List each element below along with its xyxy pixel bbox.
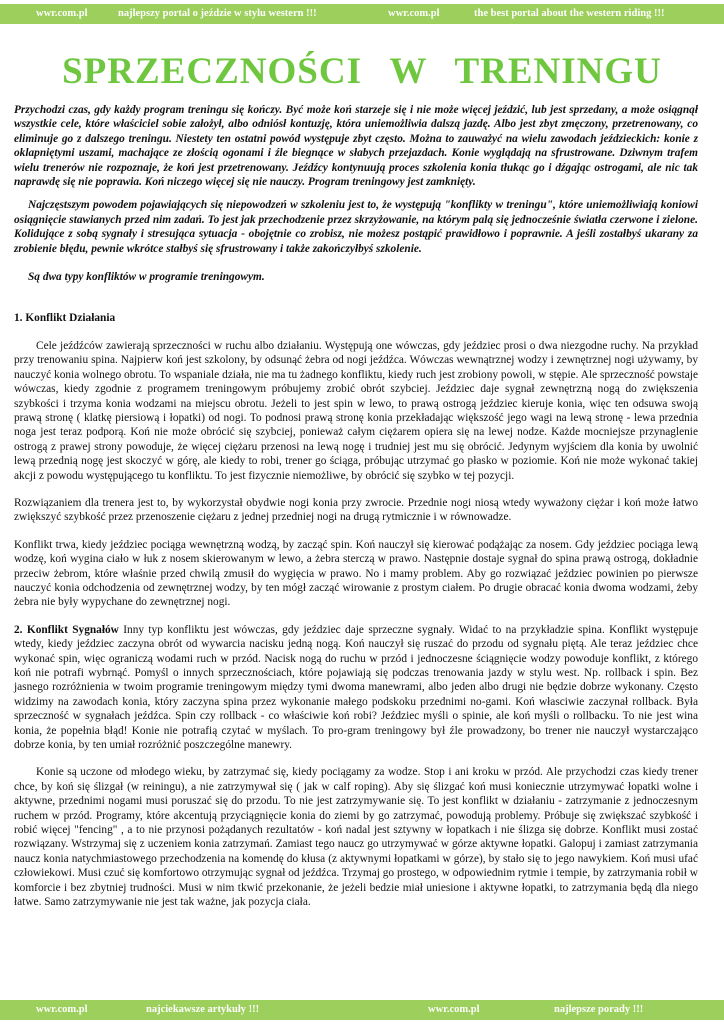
intro-summary: Są dwa typy konfliktów w programie treningowym. bbox=[28, 271, 265, 284]
section-heading: 1. Konflikt Działania bbox=[14, 312, 116, 325]
top-banner-site-right[interactable]: wwr.com.pl bbox=[388, 8, 440, 19]
body-paragraph: Konflikt trwa, kiedy jeździec pociąga wewnętrzną wodzą, by zacząć spin. Koń nauczył się kierować podążając za nosem. Gdy jeździec pociąga lewą wodzę, koń wygina ciało w łuk z nosem skierowanym w lewo, a żebra sterczą w prawo. Następnie dostaje sygnał do spina prawą ostrogą, dokładnie przeciw żebrom, które właśnie przed chwilą zmusił do wygięcia w prawo. No i mamy problem. Aby go rozwiązać jeździec powinien po pierwsze nauczyć konia odchodzenia od zewnętrznej wodzy, by ten mógł zacząć wirowanie z prostym ciałem. Po drugie obracać konia dwoma wodzami, żeby żebra nie były wypychane do zewnętrznej nogi. bbox=[14, 538, 698, 609]
intro-paragraph: Przychodzi czas, gdy każdy program treningu się kończy. Być może koń starzeje się i nie może więcej jeździć, lub jest sprzedany, a może osiągnął wszystkie cele, które właściciel sobie założył, albo odniósł kontuzję, która uniemożliwia dalszą jazdę. Albo jest zbyt zmęczony, przetrenowany, co eliminuje go z dalszego treningu. Niestety ten ostatni powód występuje zbyt często. Można to zauważyć na wielu zawodach jeździeckich: konie z oklapniętymi uszami, machające ze złością ogonami i źle biegnące w słabych przejazdach. Konie wyglądają na sfrustrowane. Dziwnym trafem wielu trenerów nie rozpoznaje, że koń jest przetrenowany. Jeźdźcy kontynuują proces szkolenia konia tłukąc go i dźgając ostrogami, ale nic tak naprawdę się nie poprawia. Koń niczego więcej się nie nauczy. Program treningowy jest zamknięty. bbox=[14, 104, 698, 189]
intro-paragraph: Najczęstszym powodem pojawiających się niepowodzeń w szkoleniu jest to, że występują "konflikty w treningu", które uniemożliwiają koniowi osiągnięcie stawianych przed nim zadań. To jest jak przechodzenie przez skrzyżowanie, na którym palą się jednocześnie światła czerwone i zielone. Kolidujące z sobą sygnały i stresująca sytuacja - obojętnie co zrobisz, nie możesz postąpić prawidłowo i poprawnie. A jeśli zostałbyś ukarany za zrobienie błędu, pewnie wkrótce stałbyś się sfrustrowany i także zakończyłbyś szkolenie. bbox=[14, 199, 698, 255]
top-banner-site-left[interactable]: wwr.com.pl bbox=[36, 8, 88, 19]
bottom-banner-site-left[interactable]: wwr.com.pl bbox=[36, 1004, 88, 1015]
top-banner-slogan-left: najlepszy portal o jeździe w stylu western !!! bbox=[118, 8, 317, 19]
body-paragraph: Cele jeźdźców zawierają sprzeczności w ruchu albo działaniu. Występują one wówczas, gdy jeździec prosi o dwa niezgodne ruchy. Na przykład przy trenowaniu spina. Najpierw koń jest szkolony, by odsunąć żebra od nogi jeźdźca. Wówczas wewnątrznej wodzy i zewnętrznej nogi używamy, by nauczyć konia wolnego obrotu. To wspaniale działa, nie ma tu żadnego konfliktu, kiedy ruch jest zrobiony powoli, w stępie. Ale sprzeczność powstaje wówczas, kiedy zgodnie z programem treningowym próbujemy zrobić obrót szybciej. Jeździec daje sygnał zewnętrzną nogą do zwiększenia szybkości i trzyma konia wodzami na miejscu obrotu. Jeżeli to jest spin w lewo, to prawą ostrogą jeździec kieruje konia, więc ten odsuwa swoją prawą stronę ( klatkę piersiową i łopatki) od nogi. To podnosi prawą stronę konia przekładając większość jego wagi na lewą stronę - lewa przednia noga jest teraz podporą. Koń nie może obrócić się szybciej, ponieważ całym ciężarem opiera się na lewej nodze. Każde mocniejsze przynaglenie ostrogą z prawej strony powoduje, że więcej ciężaru przenosi na lewą nogę i trudniej jest mu się obrócić. Jedynym wyjściem dla konia by uwolnić lewą przednią nogę jest skoczyć w górę, ale kiedy to robi, trener go ściąga, próbując utrzymać go płasko w poziomie. Koń nie może wykonać takiej akcji z powodu występującego tu konfliktu. To jest fizycznie niemożliwe, by obrócić się szybko w tej pozycji. bbox=[14, 339, 698, 482]
section2-lead-text: Inny typ konfliktu jest wówczas, gdy jeździec daje sprzeczne sygnały. Widać to na przykładzie spina. Konflikt występuje wtedy, kiedy jeździec zaczyna obrót od wywarcia nacisku jedną nogą. Koń nauczył się ruszać do przodu od sygnału piętą. Ale teraz jeździec chce wykonać spin, więc ograniczą wodami ruch w przód. Nacisk nogą do ruchu w przód i jednoczesne ściągnięcie wodzy powoduje konflikt, z którego koń nie potrafi wybrnąć. Pomyśl o innych sprzecznościach, które pojawiają się podczas trenowania jazdy w stylu west. Np. rollback i spin. Bez jasnego rozróżnienia w twoim programie treningowym między tymi dwoma manewrami, albo jeden albo drugi nie będzie dobrze wykonany. Często widzimy na zawodach konia, który zaczyna spina przez wykonanie małego podskoku przednimi no-gami. Koń własciwie zaczynał rollback. Była sprzeczność w sygnałach jeźdźca. Spin czy rollback - co właściwie koń robi? Jeździec myśli o spinie, ale koń myśli o rollbacku. To nie jest wina konia, że popełnia błąd! Konie nie potrafią czytać w myślach. To pro-gram treningowy był źle prowadzony, bo trener nie nauczył wystarczająco dobrze konia, by ten umiał rozróżnić poszczególne manewry. bbox=[14, 623, 698, 752]
bottom-banner-site-right[interactable]: wwr.com.pl bbox=[428, 1004, 480, 1015]
bottom-banner-slogan-left: najciekawsze artykuły !!! bbox=[146, 1004, 260, 1015]
bottom-banner bbox=[0, 1000, 724, 1020]
top-banner bbox=[0, 4, 724, 24]
section2-paragraph bbox=[14, 623, 698, 753]
article-body bbox=[14, 103, 698, 910]
top-banner-slogan-right: the best portal about the western riding !!! bbox=[474, 8, 665, 19]
body-paragraph: Konie są uczone od młodego wieku, by zatrzymać się, kiedy pociągamy za wodze. Stop i ani kroku w przód. Ale przychodzi czas kiedy trener chce, by koń się ślizgał (w reiningu), a nie zatrzymywał się ( jak w calf roping). Aby się ślizgać koń musi koniecznie utrzymywać łopatki wolne i aktywne, przednimi nogami musi poruszać się do przodu. To nie jest zatrzymywanie się. To jest konflikt w działaniu - zatrzymanie z jednoczesnym ruchem w przód. Programy, które akcentują przyciągnięcie konia do ziemi by go zatrzymać, powodują problemy. Próbuje się zwiększać szybkość i robić więcej "fencing" , a to nie przynosi pożądanych rezultatów - koń nadal jest sztywny w łopatkach i nie ślizga się dobrze. Konflikt musi zostać rozwiązany. Wstrzymaj się z uczeniem konia zatrzymań. Zamiast tego naucz go utrzymywać w górze aktywne łopatki. Galopuj i zamiast zatrzymania naucz konia natychmiastowego przechodzenia na komendę do kłusa (z aktywnymi łopatkami w górze), by stało się to jego nawykiem. Koń musi ufać człowiekowi. Musi czuć się komfortowo otrzymując sygnał od jeźdźca. Trzymaj go prostego, w odpowiednim rytmie i tempie, by zatrzymania robił w komforcie i bez zbytniej trudności. Musi w nim tkwić przekonanie, że jeżeli bedzie miał uniesione i aktywne łopatki, to zatrzymania będą dla niego łatwe. Samo zatrzymywanie nie jest tak ważne, jak pozycja ciała. bbox=[14, 766, 698, 909]
body-paragraph: Rozwiązaniem dla trenera jest to, by wykorzystał obydwie nogi konia przy zwrocie. Przednie nogi niosą wtedy wyważony ciężar i koń może łatwo zwiększyć szybkość przez przenoszenie ciężaru z jednej przedniej nogi na drugą rytmicznie i w równowadze. bbox=[14, 496, 698, 524]
bottom-banner-slogan-right: najlepsze porady !!! bbox=[554, 1004, 644, 1015]
page-title: SPRZECZNOŚCI W TRENINGU bbox=[62, 51, 662, 92]
section-heading: 2. Konflikt Sygnałów bbox=[14, 623, 119, 636]
